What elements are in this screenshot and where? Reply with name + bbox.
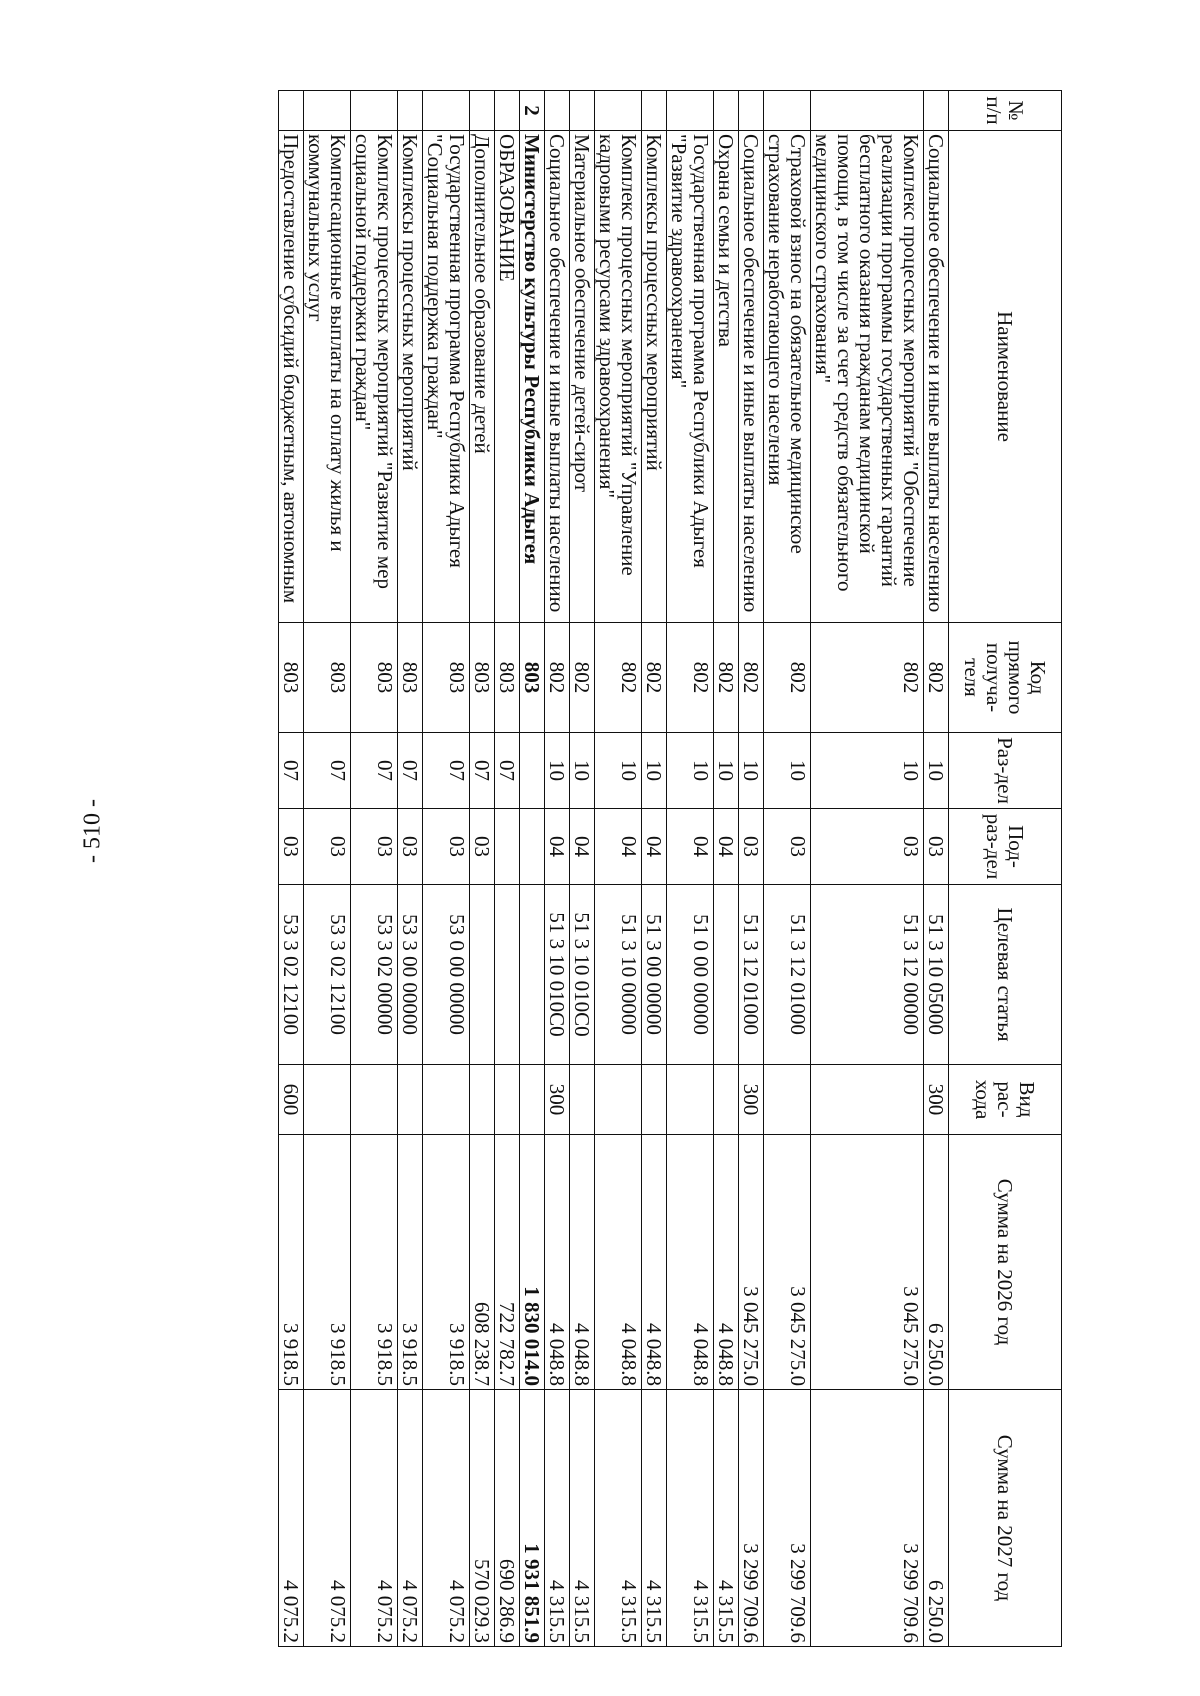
cell-name: Социальное обеспечение и иные выплаты населению [739,131,764,623]
cell-target: 51 3 10 00000 [595,885,642,1065]
table-row [495,91,520,1647]
cell-num [924,91,949,131]
cell-name: ОБРАЗОВАНИЕ [495,131,520,623]
cell-sum2026: 3 045 275.0 [811,1135,924,1390]
cell-expense [351,1065,398,1135]
cell-recipient: 803 [495,623,520,733]
table-row [595,91,642,1647]
cell-sum2026: 3 918.5 [304,1135,351,1390]
cell-num [764,91,811,131]
table-row [470,91,495,1647]
cell-expense: 600 [279,1065,304,1135]
cell-name: Комплексы процессных мероприятий [398,131,423,623]
cell-num [739,91,764,131]
cell-target [714,885,739,1065]
col-target-header: Целевая статья [949,885,1062,1065]
cell-target: 53 3 02 12100 [304,885,351,1065]
cell-section: 10 [714,733,739,809]
cell-name: Материальное обеспечение детей-сирот [570,131,595,623]
cell-section: 10 [764,733,811,809]
cell-sum2027: 4 315.5 [545,1390,570,1647]
cell-name: Комплексы процессных мероприятий [642,131,667,623]
cell-target: 51 3 10 010С0 [545,885,570,1065]
col-expense-header: Вид рас-хода [949,1065,1062,1135]
table-row [811,91,924,1647]
cell-sum2026: 1 830 014.0 [520,1135,545,1390]
cell-expense [764,1065,811,1135]
table-row [714,91,739,1647]
cell-sum2026: 722 782.7 [495,1135,520,1390]
cell-subsection [495,809,520,885]
cell-name: Комплекс процессных мероприятий "Развитие мер социальной поддержки граждан" [351,131,398,623]
cell-num [714,91,739,131]
cell-sum2027: 3 299 709.6 [739,1390,764,1647]
cell-name: Компенсационные выплаты на оплату жилья и коммунальных услуг [304,131,351,623]
cell-section: 10 [595,733,642,809]
cell-expense: 300 [739,1065,764,1135]
table-row [520,91,545,1647]
col-subsection-header: Под-раз-дел [949,809,1062,885]
table-row [570,91,595,1647]
cell-sum2027: 4 315.5 [714,1390,739,1647]
cell-name: Социальное обеспечение и иные выплаты населению [924,131,949,623]
cell-recipient: 802 [714,623,739,733]
cell-recipient: 802 [642,623,667,733]
cell-sum2027: 4 315.5 [595,1390,642,1647]
cell-num [351,91,398,131]
cell-recipient: 802 [924,623,949,733]
cell-section: 10 [570,733,595,809]
page-number: - 510 - [79,799,106,863]
col-sum2026-header: Сумма на 2026 год [949,1135,1062,1390]
cell-subsection: 03 [279,809,304,885]
cell-sum2027: 3 299 709.6 [764,1390,811,1647]
cell-name: Охрана семьи и детства [714,131,739,623]
cell-subsection: 03 [423,809,470,885]
cell-target: 53 3 00 00000 [398,885,423,1065]
table-row [545,91,570,1647]
cell-sum2026: 608 238.7 [470,1135,495,1390]
budget-table [278,90,1062,1647]
cell-expense: 300 [924,1065,949,1135]
cell-subsection: 04 [642,809,667,885]
cell-sum2026: 4 048.8 [667,1135,714,1390]
cell-target: 51 3 12 01000 [764,885,811,1065]
cell-recipient: 802 [764,623,811,733]
table-row [279,91,304,1647]
cell-expense [714,1065,739,1135]
cell-expense [398,1065,423,1135]
cell-recipient: 802 [739,623,764,733]
cell-recipient: 803 [398,623,423,733]
cell-num [642,91,667,131]
cell-expense [570,1065,595,1135]
cell-recipient: 803 [520,623,545,733]
cell-name: Страховой взнос на обязательное медицинское страхование неработающего населения [764,131,811,623]
cell-sum2027: 1 931 851.9 [520,1390,545,1647]
cell-sum2027: 4 075.2 [423,1390,470,1647]
cell-sum2027: 4 315.5 [570,1390,595,1647]
cell-sum2027: 4 075.2 [351,1390,398,1647]
cell-num: 2 [520,91,545,131]
cell-name: Государственная программа Республики Адыгея "Развитие здравоохранения" [667,131,714,623]
cell-sum2027: 3 299 709.6 [811,1390,924,1647]
cell-recipient: 802 [811,623,924,733]
cell-subsection: 03 [924,809,949,885]
cell-sum2026: 3 045 275.0 [739,1135,764,1390]
cell-num [545,91,570,131]
cell-recipient: 803 [279,623,304,733]
table-row [304,91,351,1647]
cell-name: Государственная программа Республики Адыгея "Социальная поддержка граждан" [423,131,470,623]
col-num-header: № п/п [949,91,1062,131]
cell-subsection: 04 [545,809,570,885]
cell-expense [495,1065,520,1135]
table-row [924,91,949,1647]
table-header-row [949,91,1062,1647]
cell-recipient: 802 [595,623,642,733]
cell-subsection: 04 [667,809,714,885]
cell-target [495,885,520,1065]
cell-name: Комплекс процессных мероприятий "Управление кадровыми ресурсами здравоохранения" [595,131,642,623]
cell-section: 07 [351,733,398,809]
cell-name: Предоставление субсидий бюджетным, автономным [279,131,304,623]
cell-target: 51 3 10 05000 [924,885,949,1065]
cell-num [470,91,495,131]
col-sum2027-header: Сумма на 2027 год [949,1390,1062,1647]
cell-sum2027: 4 315.5 [667,1390,714,1647]
cell-subsection: 03 [304,809,351,885]
cell-num [595,91,642,131]
cell-subsection: 03 [739,809,764,885]
cell-target [520,885,545,1065]
cell-num [570,91,595,131]
cell-num [423,91,470,131]
cell-sum2027: 4 075.2 [398,1390,423,1647]
cell-sum2026: 4 048.8 [570,1135,595,1390]
cell-recipient: 803 [470,623,495,733]
cell-section: 07 [304,733,351,809]
cell-recipient: 803 [423,623,470,733]
cell-name: Социальное обеспечение и иные выплаты населению [545,131,570,623]
cell-target: 53 3 02 12100 [279,885,304,1065]
cell-subsection: 04 [714,809,739,885]
cell-expense [811,1065,924,1135]
cell-section: 07 [495,733,520,809]
cell-section: 10 [642,733,667,809]
table-row [764,91,811,1647]
cell-section: 07 [470,733,495,809]
cell-num [811,91,924,131]
cell-sum2027: 570 029.3 [470,1390,495,1647]
cell-name: Министерство культуры Республики Адыгея [520,131,545,623]
cell-recipient: 802 [570,623,595,733]
cell-target: 51 3 12 00000 [811,885,924,1065]
cell-target [470,885,495,1065]
cell-num [495,91,520,131]
cell-target: 51 0 00 00000 [667,885,714,1065]
cell-recipient: 803 [351,623,398,733]
cell-sum2027: 690 286.9 [495,1390,520,1647]
cell-sum2026: 4 048.8 [545,1135,570,1390]
cell-sum2027: 6 250.0 [924,1390,949,1647]
cell-recipient: 802 [667,623,714,733]
cell-subsection: 04 [570,809,595,885]
cell-num [667,91,714,131]
cell-expense [667,1065,714,1135]
cell-section: 07 [423,733,470,809]
table-row [398,91,423,1647]
cell-target: 53 0 00 00000 [423,885,470,1065]
cell-sum2026: 4 048.8 [595,1135,642,1390]
table-row [642,91,667,1647]
cell-expense [520,1065,545,1135]
cell-num [304,91,351,131]
cell-section [520,733,545,809]
cell-section: 10 [545,733,570,809]
cell-expense [642,1065,667,1135]
cell-target: 51 3 12 01000 [739,885,764,1065]
cell-subsection [520,809,545,885]
cell-name: Комплекс процессных мероприятий "Обеспечение реализации программы государственных гарантий бесплатного оказания гражданам медицинской помощи, в том числе за счет средств обязательного медицинского страхования" [811,131,924,623]
cell-expense [423,1065,470,1135]
col-recipient-header: Код прямого получа-теля [949,623,1062,733]
cell-sum2026: 4 048.8 [714,1135,739,1390]
cell-recipient: 802 [545,623,570,733]
table-row [351,91,398,1647]
cell-subsection: 03 [351,809,398,885]
cell-subsection: 03 [470,809,495,885]
cell-sum2027: 4 075.2 [279,1390,304,1647]
cell-sum2027: 4 315.5 [642,1390,667,1647]
table-row [423,91,470,1647]
cell-section: 10 [924,733,949,809]
cell-subsection: 04 [595,809,642,885]
col-name-header: Наименование [949,131,1062,623]
cell-sum2026: 4 048.8 [642,1135,667,1390]
cell-subsection: 03 [398,809,423,885]
cell-expense [470,1065,495,1135]
cell-expense: 300 [545,1065,570,1135]
cell-section: 07 [398,733,423,809]
cell-subsection: 03 [811,809,924,885]
col-section-header: Раз-дел [949,733,1062,809]
cell-sum2026: 6 250.0 [924,1135,949,1390]
cell-sum2027: 4 075.2 [304,1390,351,1647]
cell-num [398,91,423,131]
cell-name: Дополнительное образование детей [470,131,495,623]
cell-num [279,91,304,131]
cell-sum2026: 3 918.5 [398,1135,423,1390]
budget-table-wrapper [278,90,1062,1646]
cell-section: 07 [279,733,304,809]
table-row [739,91,764,1647]
cell-section: 10 [811,733,924,809]
cell-sum2026: 3 918.5 [279,1135,304,1390]
cell-sum2026: 3 918.5 [423,1135,470,1390]
cell-recipient: 803 [304,623,351,733]
cell-expense [304,1065,351,1135]
cell-sum2026: 3 045 275.0 [764,1135,811,1390]
cell-expense [595,1065,642,1135]
table-row [667,91,714,1647]
cell-section: 10 [739,733,764,809]
cell-target: 51 3 00 00000 [642,885,667,1065]
cell-subsection: 03 [764,809,811,885]
cell-section: 10 [667,733,714,809]
cell-target: 51 3 10 010С0 [570,885,595,1065]
cell-sum2026: 3 918.5 [351,1135,398,1390]
cell-target: 53 3 02 00000 [351,885,398,1065]
